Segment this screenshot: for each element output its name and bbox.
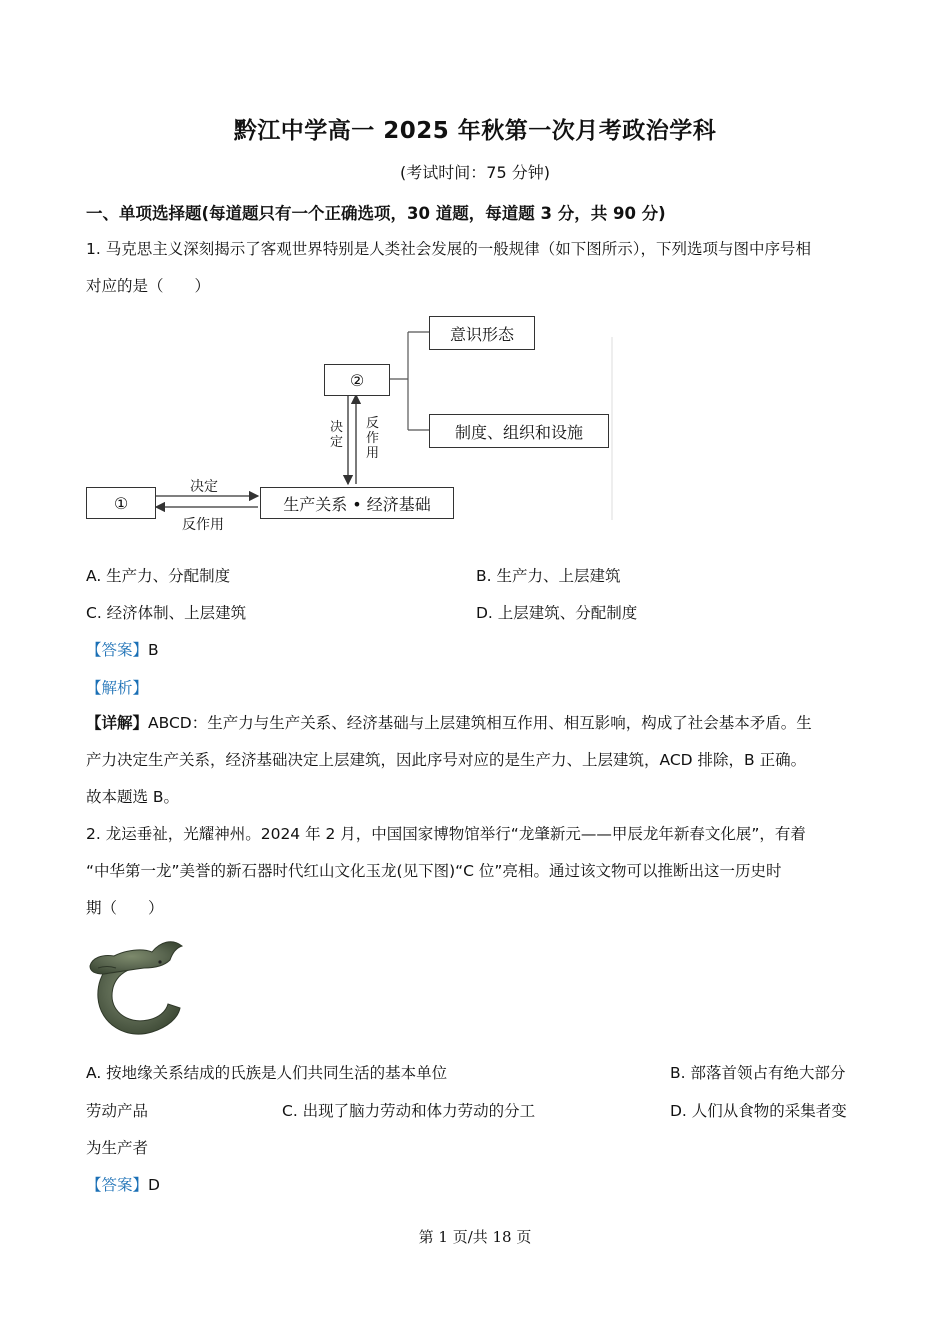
- q2-option-a: A. 按地缘关系结成的氏族是人们共同生活的基本单位: [86, 1064, 448, 1082]
- q2-stem: [86, 816, 876, 927]
- q1-analysis-tag: 【解析】: [86, 679, 149, 697]
- page-title: 黔江中学高一 2025 年秋第一次月考政治学科: [233, 118, 717, 144]
- box-number-2: ②: [324, 364, 390, 396]
- detail-tag: 【详解】: [86, 714, 149, 732]
- q2-option-b: B. 部落首领占有绝大部分: [670, 1064, 846, 1082]
- answer-tag: 【答案】: [86, 1176, 149, 1194]
- q2-stem-line1: 2. 龙运垂祉，光耀神州。2024 年 2 月，中国国家博物馆举行“龙肇新元——甲辰龙年新春文化展”，有着: [86, 825, 806, 843]
- q1-option-a: A. 生产力、分配制度: [86, 567, 231, 585]
- section-heading: 一、单项选择题(每道题只有一个正确选项，30 道题，每道题 3 分，共 90 分): [86, 204, 666, 223]
- box-ideology: 意识形态: [429, 316, 535, 350]
- label-react-horizontal: 反作用: [182, 517, 224, 533]
- q1-stem-line1: 1. 马克思主义深刻揭示了客观世界特别是人类社会发展的一般规律（如下图所示），下列选项与图中序号相: [86, 240, 811, 258]
- page-number: 第 1 页/共 18 页: [418, 1228, 532, 1246]
- box-economic-base: 生产关系 • 经济基础: [260, 487, 454, 519]
- q1-stem-line2: 对应的是（ ）: [86, 277, 211, 295]
- q2-stem-line3: 期（ ）: [86, 899, 164, 917]
- answer-tag: 【答案】: [86, 641, 149, 659]
- q1-diagram: [86, 312, 616, 533]
- q2-option-d: D. 人们从食物的采集者变: [670, 1102, 847, 1120]
- q2-option-c: C. 出现了脑力劳动和体力劳动的分工: [282, 1102, 536, 1120]
- label-decide-horizontal: 决定: [190, 479, 218, 495]
- q2-option-d-cont: 为生产者: [86, 1139, 149, 1157]
- answer-value: B: [148, 641, 159, 659]
- q1-answer: [86, 638, 159, 660]
- q1-option-b: B. 生产力、上层建筑: [476, 567, 621, 585]
- answer-value: D: [148, 1176, 160, 1194]
- label-decide-vertical: 决 定: [329, 420, 343, 450]
- q2-stem-line2: “中华第一龙”美誉的新石器时代红山文化玉龙(见下图)“C 位”亮相。通过该文物可以推断出这一历史时: [86, 862, 782, 880]
- box-number-1: ①: [86, 487, 156, 519]
- q2-option-b-cont: 劳动产品: [86, 1102, 149, 1120]
- q1-detail: 【详解】ABCD：生产力与生产关系、经济基础与上层建筑相互作用、相互影响，构成了社会基本矛盾。生 产力决定生产关系，经济基础决定上层建筑，因此序号对应的是生产力、上层建筑，ACD 排除，B 正确。 故本题选 B。: [86, 714, 812, 806]
- exam-duration: (考试时间：75 分钟): [400, 163, 550, 182]
- q1-option-c: C. 经济体制、上层建筑: [86, 604, 247, 622]
- box-institutions: 制度、组织和设施: [429, 414, 609, 448]
- label-react-vertical: 反 作 用: [365, 416, 379, 461]
- q1-stem: [86, 231, 876, 305]
- q1-option-d: D. 上层建筑、分配制度: [476, 604, 638, 622]
- q2-answer: [86, 1173, 160, 1195]
- jade-dragon-image: [86, 932, 190, 1044]
